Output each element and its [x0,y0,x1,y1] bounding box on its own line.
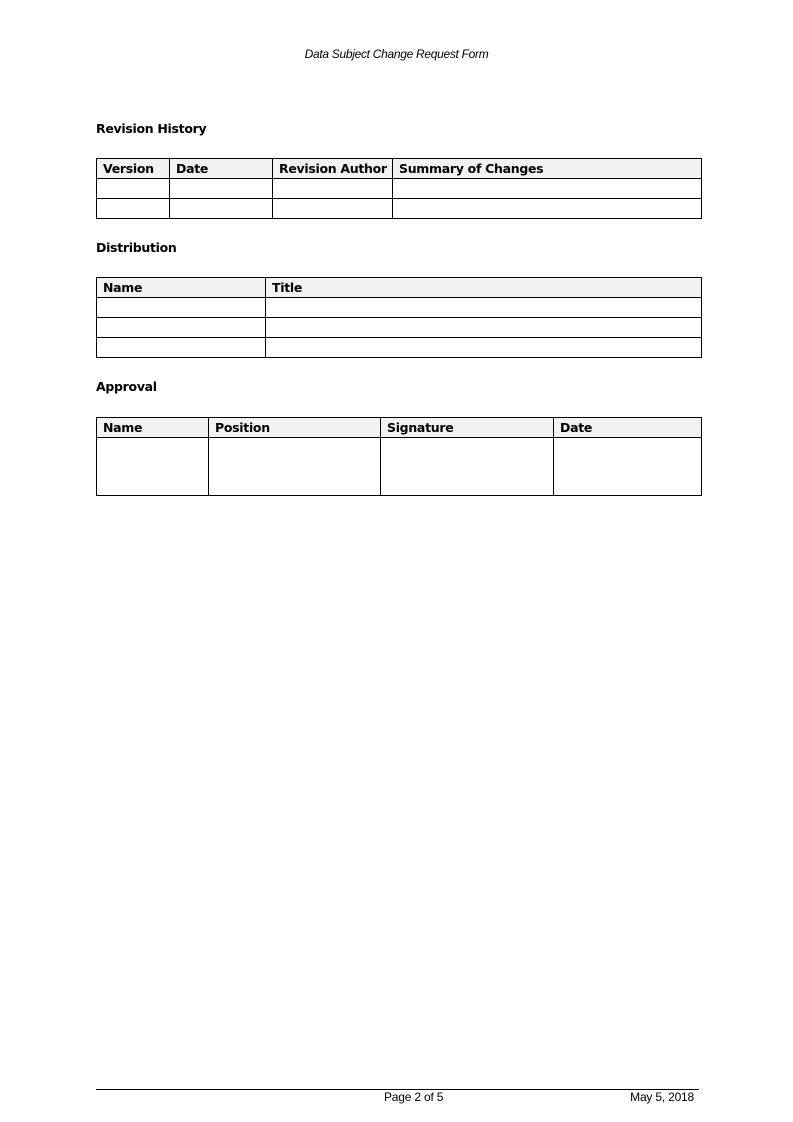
cell-title[interactable] [266,338,702,358]
footer-page-number: Page 2 of 5 [384,1090,444,1104]
footer-date: May 5, 2018 [630,1090,694,1104]
cell-version[interactable] [97,199,170,219]
column-header-name: Name [97,278,266,298]
table-header-row [97,159,702,179]
cell-version[interactable] [97,179,170,199]
table-row [97,199,702,219]
column-header-title: Title [266,278,702,298]
column-header-summary-of-changes: Summary of Changes [393,159,702,179]
table-row [97,438,702,496]
cell-title[interactable] [266,318,702,338]
cell-name[interactable] [97,438,209,496]
column-header-revision-author: Revision Author [273,159,393,179]
column-header-version: Version [97,159,170,179]
cell-signature[interactable] [381,438,554,496]
cell-name[interactable] [97,318,266,338]
distribution-table [96,277,702,358]
cell-date[interactable] [554,438,702,496]
cell-summary[interactable] [393,199,702,219]
revision-history-heading: Revision History [96,121,207,136]
cell-title[interactable] [266,298,702,318]
approval-table [96,417,702,496]
column-header-name: Name [97,418,209,438]
distribution-heading: Distribution [96,240,177,255]
cell-revision-author[interactable] [273,199,393,219]
cell-name[interactable] [97,298,266,318]
cell-position[interactable] [209,438,381,496]
table-row [97,338,702,358]
cell-date[interactable] [170,179,273,199]
cell-summary[interactable] [393,179,702,199]
column-header-position: Position [209,418,381,438]
column-header-date: Date [170,159,273,179]
approval-heading: Approval [96,379,157,394]
document-header-title: Data Subject Change Request Form [304,47,489,61]
cell-revision-author[interactable] [273,179,393,199]
table-row [97,179,702,199]
cell-date[interactable] [170,199,273,219]
cell-name[interactable] [97,338,266,358]
table-header-row [97,418,702,438]
table-row [97,318,702,338]
column-header-date: Date [554,418,702,438]
table-header-row [97,278,702,298]
column-header-signature: Signature [381,418,554,438]
table-row [97,298,702,318]
revision-history-table [96,158,702,219]
